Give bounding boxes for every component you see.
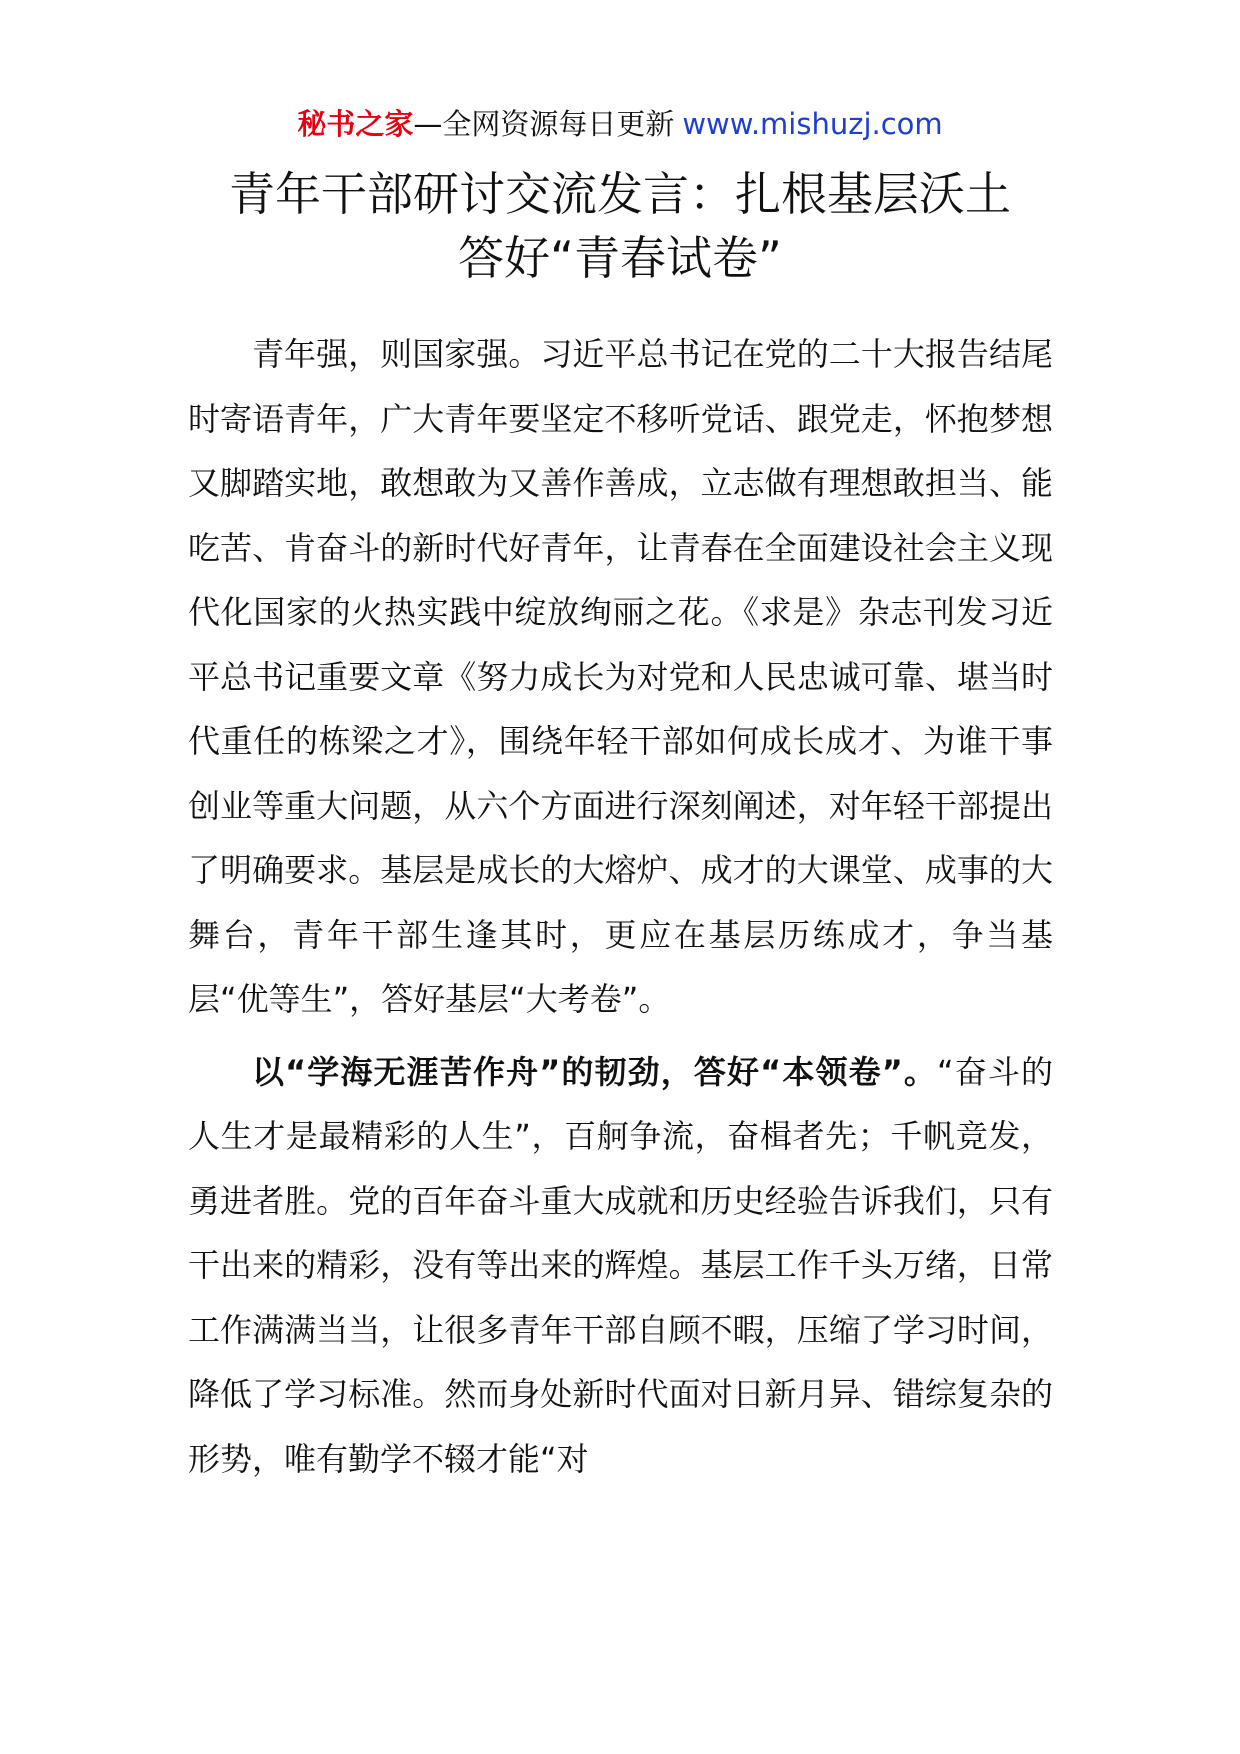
paragraph-2-text: “奋斗的人生才是最精彩的人生”，百舸争流，奋楫者先；千帆竞发，勇进者胜。党的百年奋斗重大成就和历史经验告诉我们，只有干出来的精彩，没有等出来的辉煌。基层工作千头万绪，日常工作满满当当，让很多青年干部自顾不暇，压缩了学习时间，降低了学习标准。然而身处新时代面对日新月异、错综复杂的形势，唯有勤学不辍才能“对: [188, 1052, 1053, 1478]
document-title: [0, 162, 1240, 290]
header-tagline: —全网资源每日更新: [413, 107, 675, 141]
brand-name: 秘书之家: [297, 107, 414, 141]
document-body: [188, 322, 1053, 1491]
title-line-2: 答好“青春试卷”: [458, 231, 782, 285]
site-url-link[interactable]: www.mishuzj.com: [682, 107, 943, 141]
title-line-1: 青年干部研讨交流发言：扎根基层沃土: [229, 167, 1011, 221]
paragraph-1: 青年强，则国家强。习近平总书记在党的二十大报告结尾时寄语青年，广大青年要坚定不移听党话、跟党走，怀抱梦想又脚踏实地，敢想敢为又善作善成，立志做有理想敢担当、能吃苦、肯奋斗的新时代好青年，让青春在全面建设社会主义现代化国家的火热实践中绽放绚丽之花。《求是》杂志刊发习近平总书记重要文章《努力成长为对党和人民忠诚可靠、堪当时代重任的栋梁之才》，围绕年轻干部如何成长成才、为谁干事创业等重大问题，从六个方面进行深刻阐述，对年轻干部提出了明确要求。基层是成长的大熔炉、成才的大课堂、成事的大舞台，青年干部生逢其时，更应在基层历练成才，争当基层“优等生”，答好基层“大考卷”。: [188, 335, 1053, 1018]
site-header: [0, 100, 1240, 148]
paragraph-2: [188, 1040, 1053, 1492]
paragraph-2-heading: 以“学海无涯苦作舟”的韧劲，答好“本领卷”。: [252, 1052, 937, 1091]
